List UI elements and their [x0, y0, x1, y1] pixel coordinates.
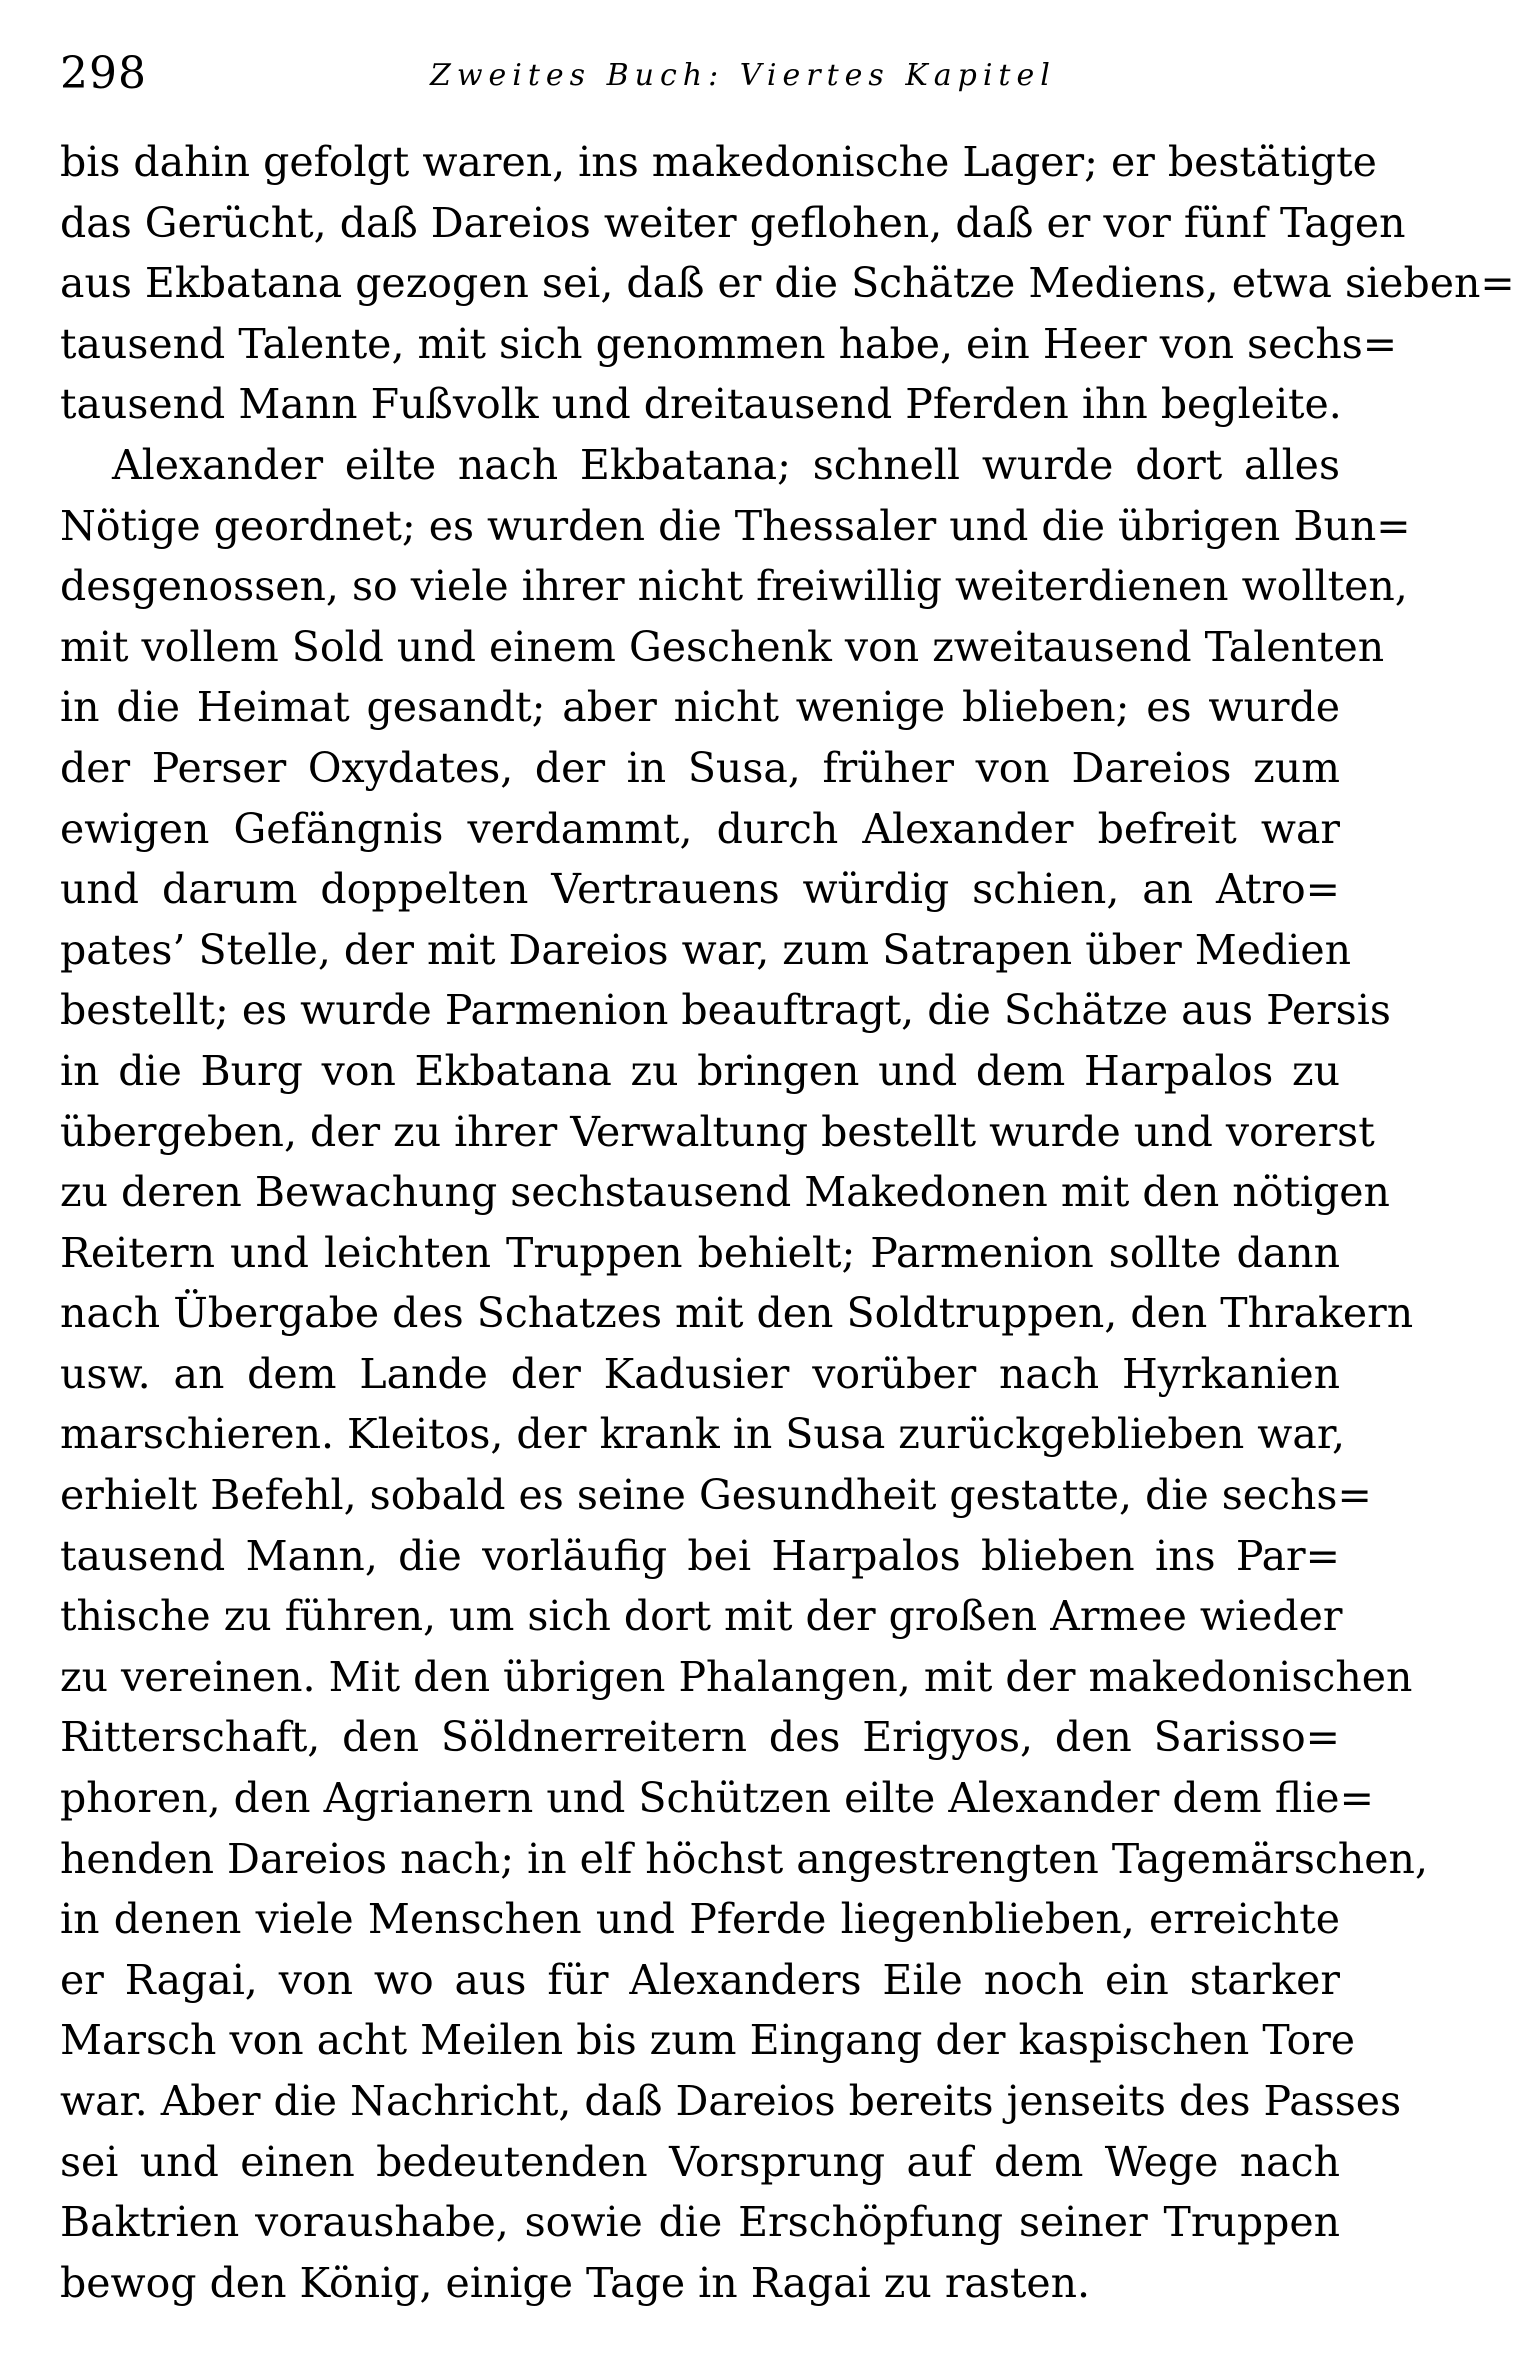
text-line: marschieren. Kleitos, der krank in Susa zurückgeblieben war, [60, 1410, 1345, 1459]
text-line: thische zu führen, um sich dort mit der großen Armee wieder [60, 1592, 1343, 1641]
text-line: das Gerücht, daß Dareios weiter geflohen, daß er vor fünf Tagen [60, 198, 1406, 247]
text-line: übergeben, der zu ihrer Verwaltung bestellt wurde und vorerst [60, 1107, 1375, 1156]
text-line: Marsch von acht Meilen bis zum Eingang der kaspischen Tore [60, 2016, 1356, 2065]
text-line: sei und einen bedeutenden Vorsprung auf dem Wege nach [60, 2137, 1340, 2186]
text-line: war. Aber die Nachricht, daß Dareios bereits jenseits des Passes [60, 2077, 1402, 2125]
text-line: Nötige geordnet; es wurden die Thessaler und die übrigen Bun= [60, 501, 1411, 550]
text-line: zu deren Bewachung sechstausend Makedonen mit den nötigen [60, 1168, 1390, 1217]
text-line: phoren, den Agrianern und Schützen eilte Alexander dem flie= [60, 1774, 1374, 1823]
text-line: bestellt; es wurde Parmenion beauftragt, die Schätze aus Persis [60, 986, 1391, 1035]
text-line: usw. an dem Lande der Kadusier vorüber nach Hyrkanien [60, 1349, 1340, 1398]
text-line: in denen viele Menschen und Pferde liegenblieben, erreichte [60, 1895, 1340, 1944]
running-head: Zweites Buch: Viertes Kapitel [430, 58, 1056, 93]
text-line: Baktrien voraushabe, sowie die Erschöpfung seiner Truppen [60, 2198, 1340, 2247]
text-line: ewigen Gefängnis verdammt, durch Alexander befreit war [60, 804, 1340, 853]
text-line: zu vereinen. Mit den übrigen Phalangen, mit der makedonischen [60, 1652, 1413, 1701]
text-line: in die Heimat gesandt; aber nicht wenige blieben; es wurde [60, 683, 1340, 732]
text-line: henden Dareios nach; in elf höchst angestrengten Tagemärschen, [60, 1834, 1428, 1883]
page-header [60, 48, 1340, 100]
text-line: desgenossen, so viele ihrer nicht freiwillig weiterdienen wollten, [60, 562, 1408, 611]
page-number: 298 [60, 48, 147, 99]
text-line: bis dahin gefolgt waren, ins makedonische Lager; er bestätigte [60, 138, 1377, 186]
text-line: aus Ekbatana gezogen sei, daß er die Schätze Mediens, etwa sieben= [60, 259, 1515, 308]
text-line: Ritterschaft, den Söldnerreitern des Erigyos, den Sarisso= [60, 1713, 1340, 1762]
text-line: tausend Mann, die vorläufig bei Harpalos blieben ins Par= [60, 1531, 1340, 1580]
text-line: und darum doppelten Vertrauens würdig schien, an Atro= [60, 865, 1340, 914]
text-line: pates’ Stelle, der mit Dareios war, zum Satrapen über Medien [60, 925, 1352, 974]
text-line: Reitern und leichten Truppen behielt; Parmenion sollte dann [60, 1228, 1340, 1277]
text-line: tausend Mann Fußvolk und dreitausend Pferden ihn begleite. [60, 380, 1342, 429]
text-line: erhielt Befehl, sobald es seine Gesundheit gestatte, die sechs= [60, 1471, 1372, 1520]
text-line: er Ragai, von wo aus für Alexanders Eile noch ein starker [60, 1955, 1340, 2004]
text-line: Alexander eilte nach Ekbatana; schnell wurde dort alles [112, 440, 1340, 489]
text-line: bewog den König, einige Tage in Ragai zu rasten. [60, 2258, 1091, 2307]
text-line: in die Burg von Ekbatana zu bringen und dem Harpalos zu [60, 1046, 1340, 1095]
body-text [60, 132, 1515, 2313]
text-line: tausend Talente, mit sich genommen habe, ein Heer von sechs= [60, 319, 1398, 368]
text-line: mit vollem Sold und einem Geschenk von zweitausend Talenten [60, 622, 1385, 671]
text-line: nach Übergabe des Schatzes mit den Soldtruppen, den Thrakern [60, 1289, 1414, 1338]
text-line: der Perser Oxydates, der in Susa, früher von Dareios zum [60, 743, 1340, 792]
